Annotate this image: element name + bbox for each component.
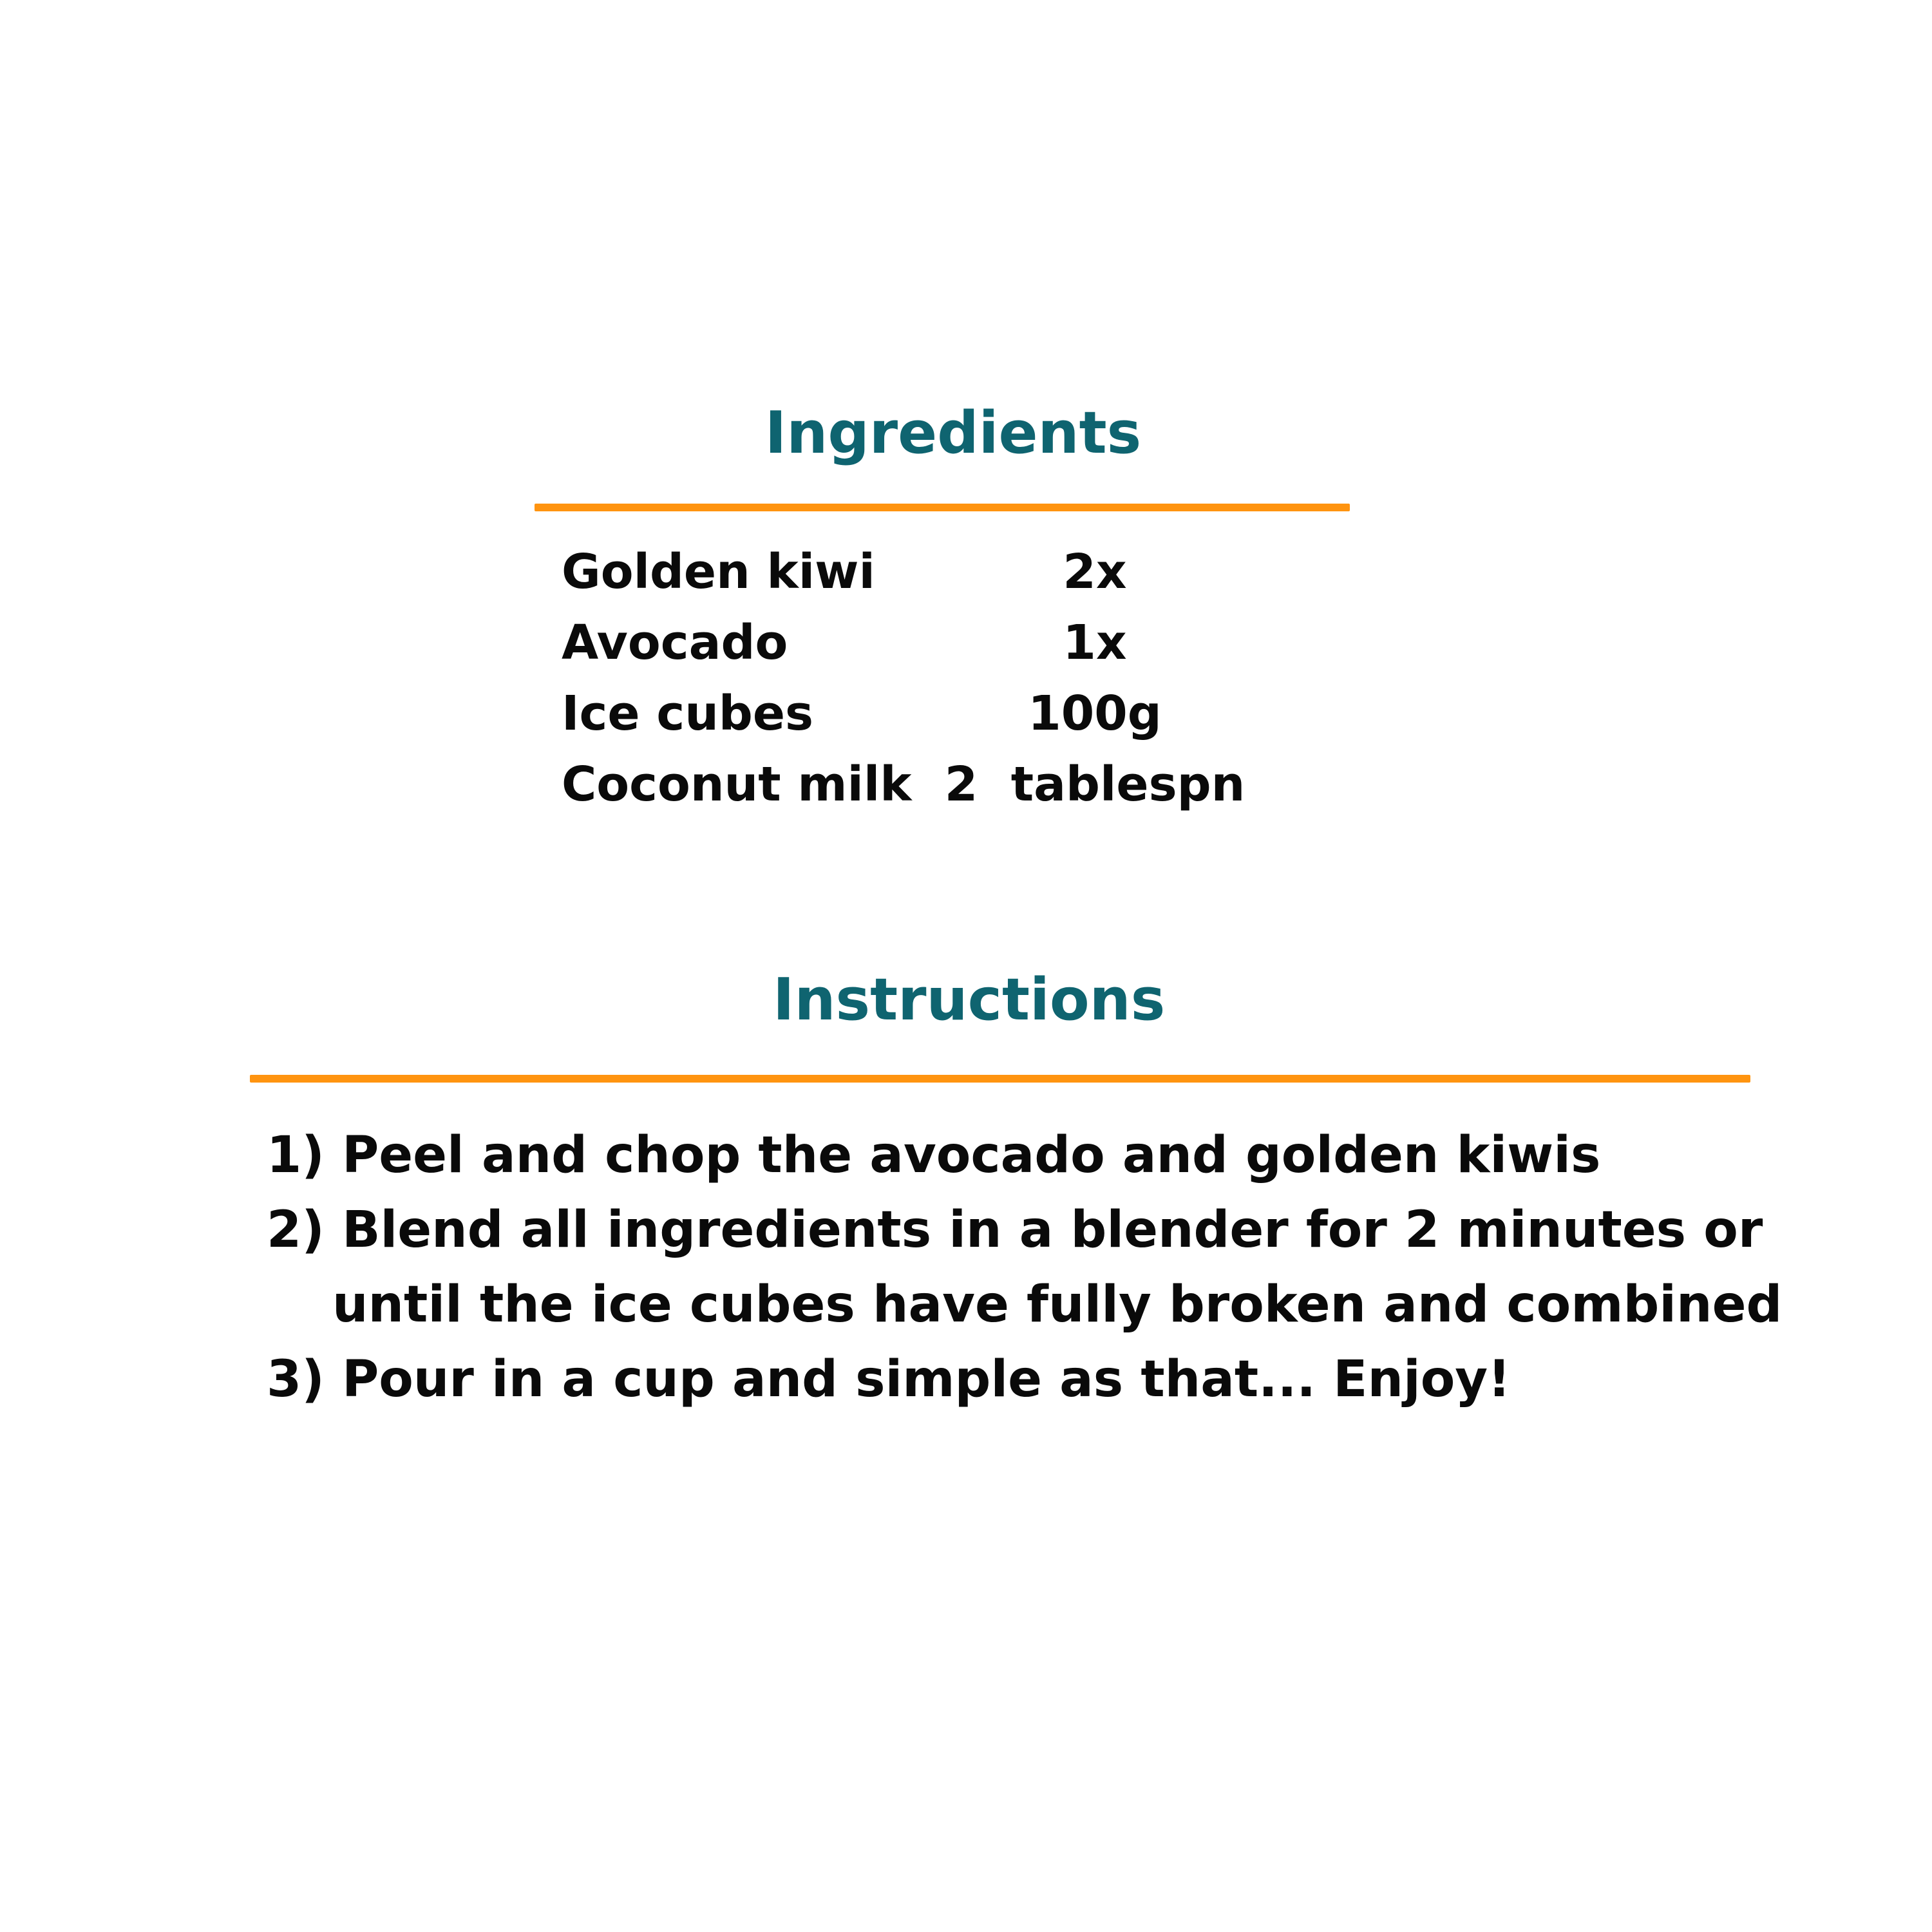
ingredient-row-coconut-milk xyxy=(562,752,1347,817)
ingredient-name: Avocado xyxy=(562,615,788,670)
instructions-divider xyxy=(250,1075,1750,1083)
instruction-step-2: 2) Blend all ingredients in a blender for 2 minutes or xyxy=(267,1201,1763,1259)
ingredient-row-golden-kiwi xyxy=(562,540,1347,604)
instruction-step-2-continued: until the ice cubes have fully broken and combined xyxy=(332,1276,1783,1334)
ingredients-divider xyxy=(535,504,1350,511)
ingredient-quantity: 2 tablespn xyxy=(944,757,1245,812)
ingredient-row-ice-cubes xyxy=(562,681,1347,746)
ingredients-heading: Ingredients xyxy=(764,399,1142,467)
ingredient-name: Golden kiwi xyxy=(562,544,875,600)
ingredient-quantity: 1x xyxy=(1063,615,1127,670)
instructions-heading: Instructions xyxy=(773,966,1166,1034)
instruction-step-3: 3) Pour in a cup and simple as that... Enjoy! xyxy=(267,1350,1511,1408)
ingredient-quantity: 100g xyxy=(1028,686,1162,741)
ingredient-quantity: 2x xyxy=(1063,544,1127,600)
ingredient-row-avocado xyxy=(562,611,1347,675)
ingredient-name: Ice cubes xyxy=(562,686,814,741)
instruction-step-1: 1) Peel and chop the avocado and golden kiwis xyxy=(267,1126,1601,1184)
ingredient-name: Coconut milk xyxy=(562,757,912,812)
